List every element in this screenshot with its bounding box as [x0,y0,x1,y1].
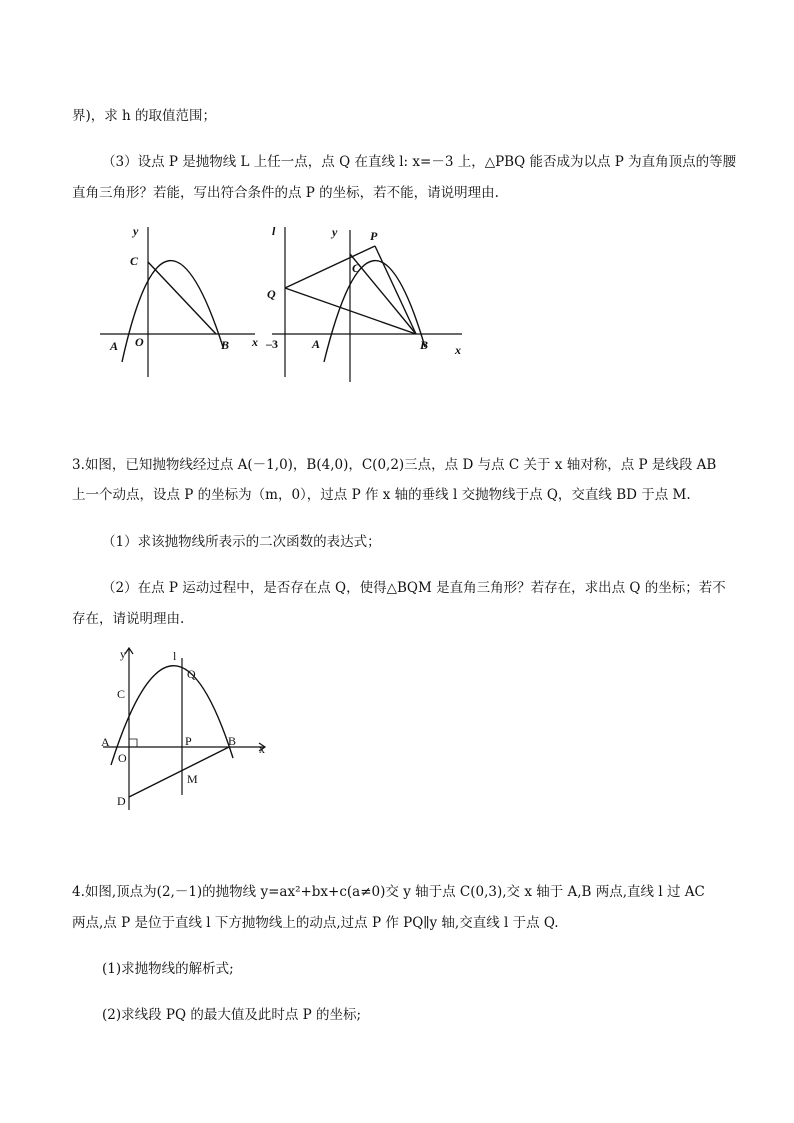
figure-1-parabola [95,222,270,382]
label-y: y [332,225,338,239]
segment-cb [148,262,216,334]
label-d: D [117,794,126,808]
figure-2-parabola [262,222,472,382]
label-o: O [135,335,144,349]
segment-pb [375,246,416,334]
question-5-line-2: 两点,点 P 是位于直线 l 下方抛物线上的动点,过点 P 作 PQ∥y 轴,交直线 l 于点 Q. [72,915,559,931]
label-p: P [185,734,192,748]
parabola-curve [324,261,425,362]
text-line-1: 界)，求 h 的取值范围； [72,108,217,124]
question-4-part-2-line-2: 存在，请说明理由. [72,611,185,627]
question-4-part-2-line-1: （2）在点 P 运动过程中，是否存在点 Q，使得△BQM 是直角三角形？若存在，求出点 Q 的坐标；若不 [102,580,726,596]
question-5-line-1: 4.如图,顶点为(2,－1)的抛物线 y=ax²+bx+c(a≠0)交 y 轴于点 C(0,3),交 x 轴于 A,B 两点,直线 l 过 AC [72,884,705,900]
segment-db [129,747,229,797]
label-o: O [118,751,127,765]
question-5-part-1: (1)求抛物线的解析式; [102,961,234,977]
label-b: B [221,338,230,352]
label-a: A [312,337,321,351]
question-3-part-3-line-2: 直角三角形？若能，写出符合条件的点 P 的坐标，若不能，请说明理由. [72,185,499,201]
label-x: x [252,335,258,349]
label-y: y [133,224,139,238]
question-4-part-1: （1）求该抛物线所表示的二次函数的表达式； [102,534,381,550]
label-b: B [228,734,237,748]
figure-3-parabola [95,640,275,815]
label-c: C [117,687,126,701]
label-q: Q [187,667,196,681]
label-q: Q [267,287,276,301]
label-c: C [130,254,139,268]
label-minus-3: –3 [266,337,278,351]
label-l: l [173,649,177,663]
question-3-part-3-line-1: （3）设点 P 是抛物线 L 上任一点，点 Q 在直线 l: x=－3 上，△PBQ 能否成为以点 P 为直角顶点的等腰 [102,154,737,170]
label-m: M [187,772,198,786]
label-p: P [370,229,378,243]
label-x: x [259,742,265,756]
label-x: x [455,343,461,357]
question-4-line-2: 上一个动点，设点 P 的坐标为（m，0），过点 P 作 x 轴的垂线 l 交抛物线于点 Q，交直线 BD 于点 M. [72,487,691,503]
label-y: y [120,647,126,661]
label-l: l [272,224,276,238]
question-5-part-2: (2)求线段 PQ 的最大值及此时点 P 的坐标; [102,1007,362,1023]
label-c: C [352,261,361,275]
right-angle-mark [129,739,137,747]
label-a: A [101,735,110,749]
question-4-line-1: 3.如图，已知抛物线经过点 A(－1,0)，B(4,0)，C(0,2)三点，点 D 与点 C 关于 x 轴对称，点 P 是线段 AB [72,457,717,473]
label-b: B [420,338,429,352]
label-a: A [110,339,119,353]
